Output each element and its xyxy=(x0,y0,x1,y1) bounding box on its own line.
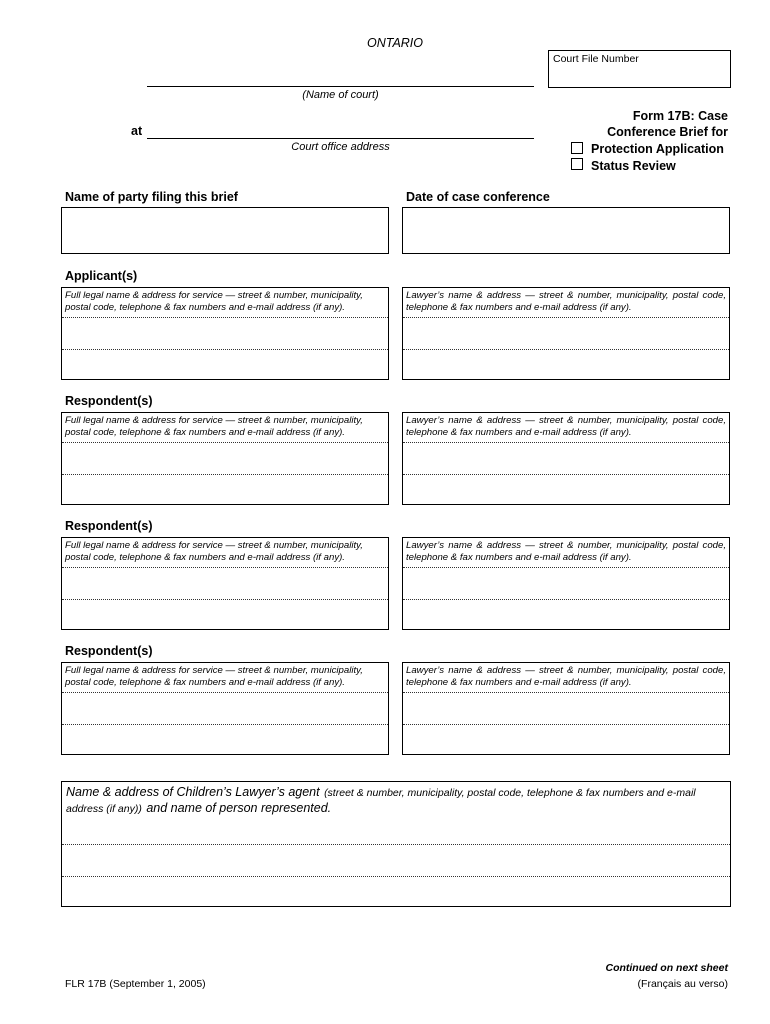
field-separator xyxy=(403,567,729,568)
party-heading: Applicant(s) xyxy=(65,269,138,283)
party-field-description: Full legal name & address for service — street & number, municipality, postal code, telephone & fax numbers and e-mail address (if any). xyxy=(65,665,363,688)
lawyer-field-description: Lawyer’s name & address — street & number, municipality, postal code, telephone & fax numbers and e-mail address (if any). xyxy=(406,415,726,438)
party-name-address-box[interactable] xyxy=(61,287,389,380)
field-separator xyxy=(403,349,729,350)
field-separator xyxy=(62,599,388,600)
party-field-description: Full legal name & address for service — street & number, municipality, postal code, telephone & fax numbers and e-mail address (if any). xyxy=(65,290,363,313)
conference-date-field[interactable] xyxy=(402,207,730,254)
field-separator xyxy=(62,349,388,350)
field-separator xyxy=(403,442,729,443)
party-field-description: Full legal name & address for service — street & number, municipality, postal code, telephone & fax numbers and e-mail address (if any). xyxy=(65,415,363,438)
lawyer-name-address-box[interactable] xyxy=(402,412,730,505)
party-field-description: Full legal name & address for service — street & number, municipality, postal code, telephone & fax numbers and e-mail address (if any). xyxy=(65,540,363,563)
field-separator xyxy=(403,474,729,475)
name-of-court-caption: (Name of court) xyxy=(302,89,379,101)
childrens-lawyer-main: Name & address of Children’s Lawyer’s agent xyxy=(66,785,320,799)
court-file-number-box[interactable] xyxy=(548,50,731,88)
party-name-address-box[interactable] xyxy=(61,662,389,755)
party-heading: Respondent(s) xyxy=(65,394,153,408)
field-separator xyxy=(403,599,729,600)
party-heading: Respondent(s) xyxy=(65,644,153,658)
lawyer-name-address-box[interactable] xyxy=(402,662,730,755)
status-review-checkbox[interactable] xyxy=(571,158,583,170)
at-label: at xyxy=(131,124,143,138)
party-name-address-box[interactable] xyxy=(61,537,389,630)
field-separator xyxy=(403,692,729,693)
province-title: ONTARIO xyxy=(366,36,424,50)
continued-note: Continued on next sheet xyxy=(605,962,728,974)
field-separator xyxy=(403,724,729,725)
childrens-lawyer-label xyxy=(66,785,726,816)
form-title-line1: Form 17B: Case xyxy=(632,109,728,123)
childrens-lawyer-tail: and name of person represented. xyxy=(146,800,332,815)
form-title-line2: Conference Brief for xyxy=(607,124,728,139)
court-file-number-label: Court File Number xyxy=(553,53,639,65)
lawyer-field-description: Lawyer’s name & address — street & number, municipality, postal code, telephone & fax numbers and e-mail address (if any). xyxy=(406,290,726,313)
lawyer-name-address-box[interactable] xyxy=(402,287,730,380)
field-separator xyxy=(62,724,388,725)
childrens-lawyer-detail: (street & number, municipality, postal code, telephone & fax numbers and e-mail address (if any)) xyxy=(66,787,696,815)
field-separator xyxy=(62,567,388,568)
field-separator xyxy=(62,474,388,475)
french-version-note: (Français au verso) xyxy=(637,978,728,990)
protection-application-label: Protection Application xyxy=(591,142,724,156)
court-office-address-caption: Court office address xyxy=(291,141,390,153)
filing-party-label: Name of party filing this brief xyxy=(65,190,238,204)
court-office-address-field[interactable] xyxy=(147,138,534,139)
lawyer-name-address-box[interactable] xyxy=(402,537,730,630)
childrens-lawyer-sep1 xyxy=(62,844,730,845)
field-separator xyxy=(403,317,729,318)
childrens-lawyer-box[interactable] xyxy=(61,781,731,907)
party-name-address-box[interactable] xyxy=(61,412,389,505)
status-review-label: Status Review xyxy=(591,159,676,173)
form-title xyxy=(607,109,728,140)
name-of-court-field[interactable] xyxy=(147,86,534,87)
childrens-lawyer-sep2 xyxy=(62,876,730,877)
conference-date-label: Date of case conference xyxy=(406,190,550,204)
protection-application-checkbox[interactable] xyxy=(571,142,583,154)
field-separator xyxy=(62,317,388,318)
form-id: FLR 17B (September 1, 2005) xyxy=(65,978,206,990)
filing-party-field[interactable] xyxy=(61,207,389,254)
party-heading: Respondent(s) xyxy=(65,519,153,533)
field-separator xyxy=(62,442,388,443)
lawyer-field-description: Lawyer’s name & address — street & number, municipality, postal code, telephone & fax numbers and e-mail address (if any). xyxy=(406,540,726,563)
field-separator xyxy=(62,692,388,693)
lawyer-field-description: Lawyer’s name & address — street & number, municipality, postal code, telephone & fax numbers and e-mail address (if any). xyxy=(406,665,726,688)
